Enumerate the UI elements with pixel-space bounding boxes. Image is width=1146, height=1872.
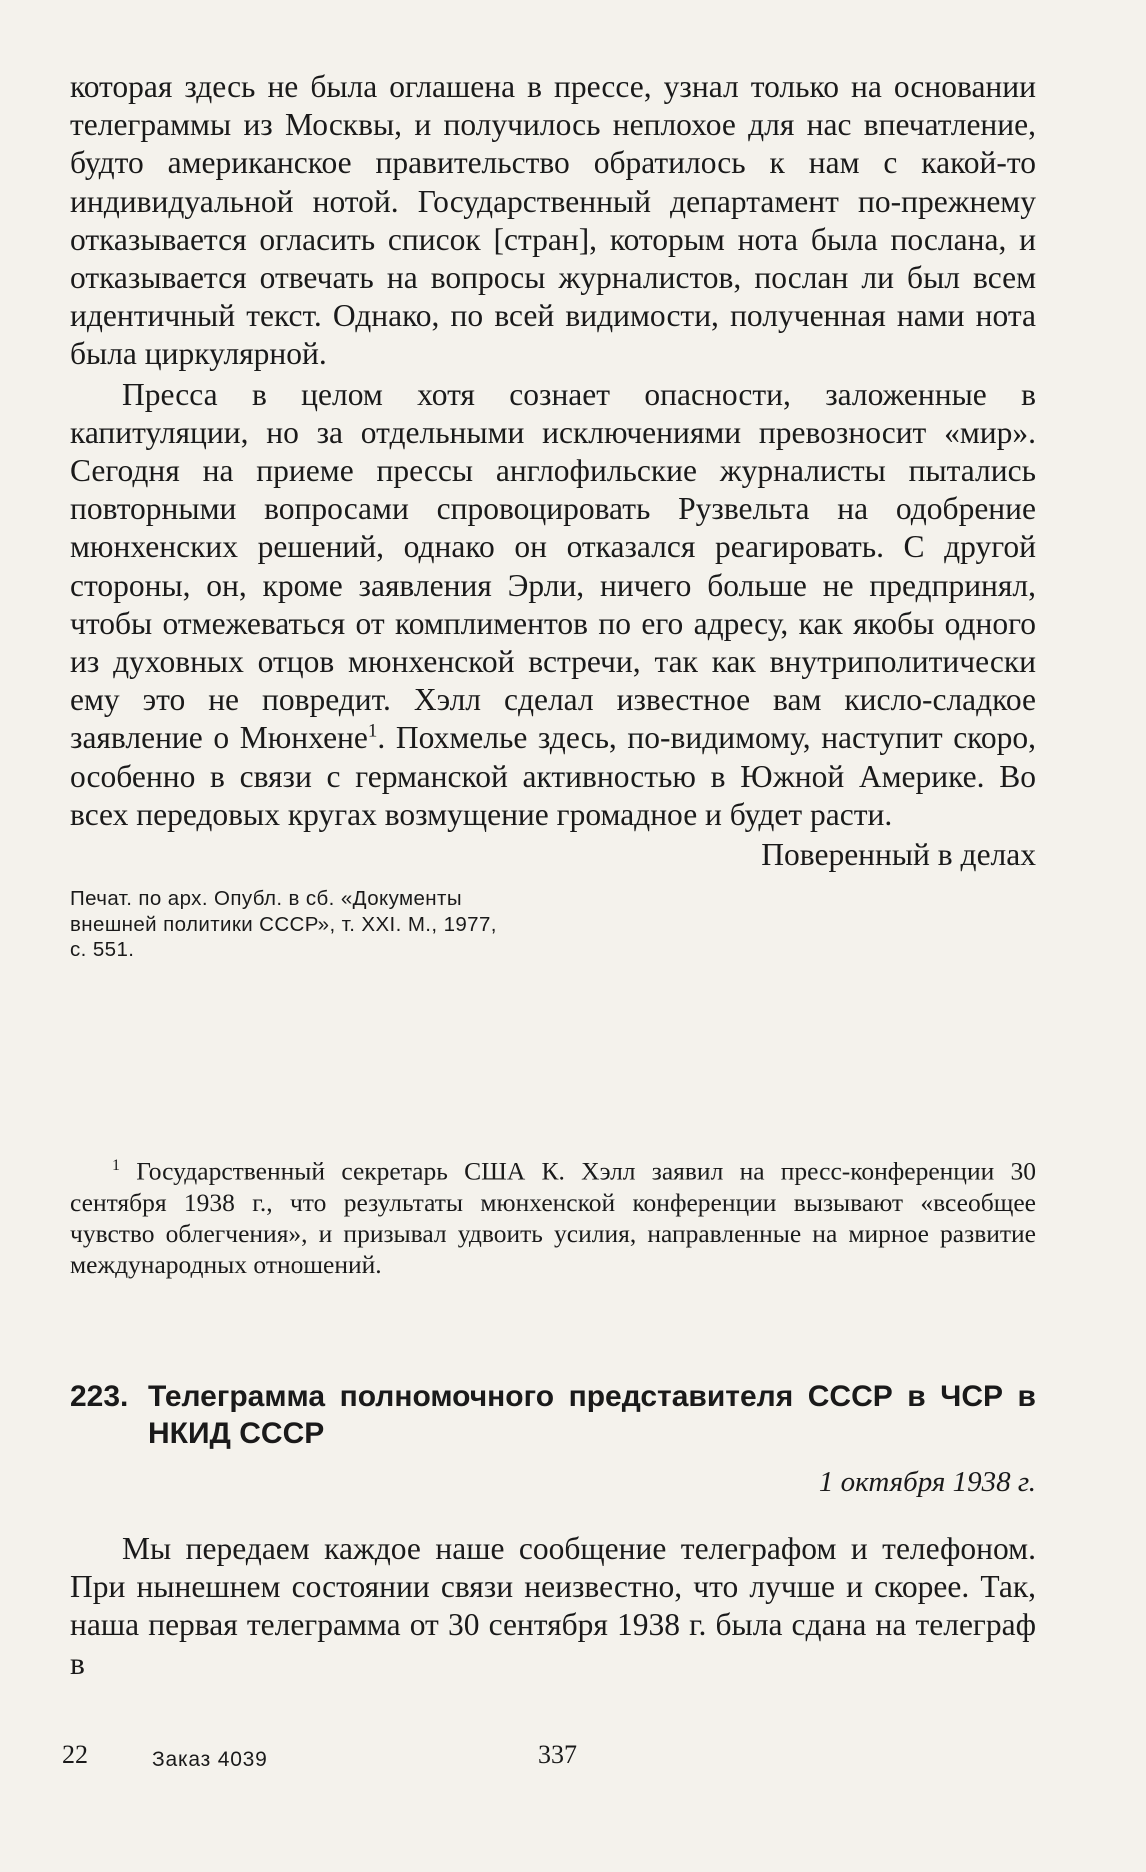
page-number: 337 — [538, 1740, 577, 1769]
signature: Поверенный в делах — [761, 837, 1036, 873]
letter-paragraph-1: которая здесь не была оглашена в прессе, узнал только на основании телеграммы из Москвы, и получилось неплохое для нас впечатление, будто американское правительство обратилось к нам с какой-то индивидуальной нотой. Государственный департамент по-прежнему отказывается огласить список [стран], которым нота была послана, и отказывается отвечать на вопросы журналистов, послан ли был всем идентичный текст. Однако, по всей видимости, полученная нами нота была циркулярной. — [70, 69, 1036, 372]
document-date: 1 октября 1938 г. — [818, 1466, 1036, 1498]
source-note: Печат. по арх. Опубл. в сб. «Документы внешней политики СССР», т. XXI. М., 1977, с. 551. — [70, 887, 497, 962]
document-number: 223. — [70, 1380, 129, 1413]
footnote-reference: 1 — [367, 720, 378, 742]
letter-continuation — [70, 68, 1036, 963]
footnote — [70, 1150, 1036, 1280]
footnote-number: 1 — [112, 1157, 120, 1174]
footnote-text: Государственный секретарь США К. Хэлл заявил на пресс-конференции 30 сентября 1938 г., что результаты мюнхенской конференции вызывают «всеобщее чувство облегчения», и призывал удвоить усилия, направленные на мирное развитие международных отношений. — [70, 1156, 1037, 1279]
letter-paragraph-2-part-b: . Похмелье здесь, по-видимому, наступит скоро, особенно в связи с германской активностью в Южной Америке. Во всех передовых кругах возмущение громадное и будет расти. — [70, 720, 1037, 832]
document-223 — [70, 1378, 1036, 1683]
footnote-block — [70, 1150, 1036, 1280]
document-title: Телеграмма полномочного представителя СССР в ЧСР в НКИД СССР — [148, 1380, 1036, 1450]
print-order: Заказ 4039 — [152, 1748, 268, 1771]
signature-mark: 22 — [62, 1740, 88, 1769]
letter-paragraph-2 — [70, 376, 1036, 834]
letter-paragraph-2-part-a: Пресса в целом хотя сознает опасности, заложенные в капитуляции, но за отдельными исключениями превозносит «мир». Сегодня на приеме прессы англофильские журналисты пытались повторными вопросами спровоцировать Рузвельта на одобрение мюнхенских решений, однако он отказался реагировать. С другой стороны, он, кроме заявления Эрли, ничего больше не предпринял, чтобы отмежеваться от комплиментов по его адресу, как якобы одного из духовных отцов мюнхенской встречи, так как внутриполитически ему это не повредит. Хэлл сделал известное вам кисло-сладкое заявление о Мюнхене — [70, 376, 1036, 756]
document-heading — [70, 1378, 1036, 1452]
document-paragraph-1: Мы передаем каждое наше сообщение телеграфом и телефоном. При нынешнем состоянии связи неизвестно, что лучше и скорее. Так, наша первая телеграмма от 30 сентября 1938 г. была сдана на телеграф в — [70, 1531, 1036, 1681]
